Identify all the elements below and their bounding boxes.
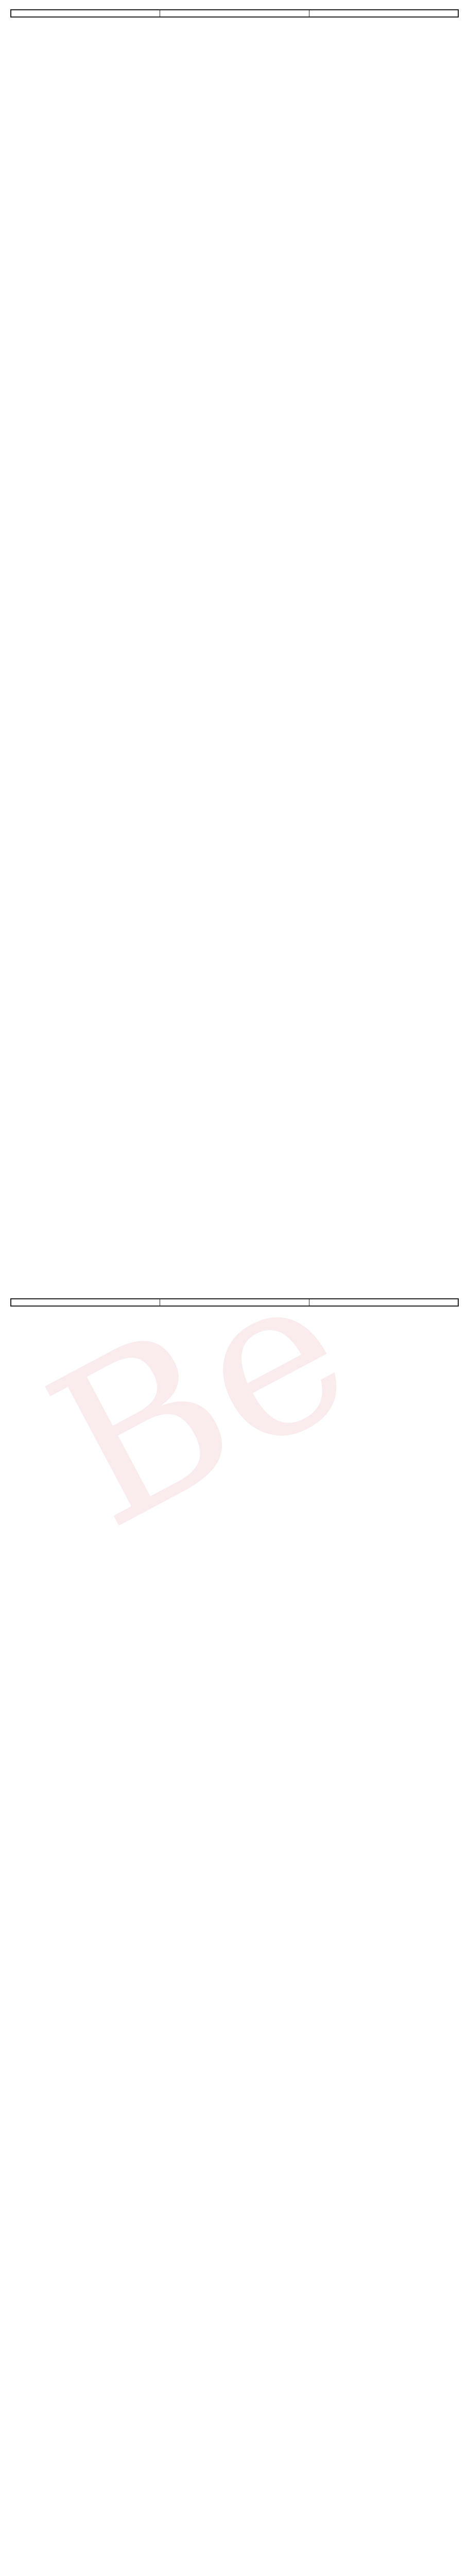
watermark-logo [14,1108,391,1829]
header-cell [11,10,160,16]
header-cell [160,1299,308,1306]
objective-header [10,9,459,18]
header-cell [309,10,458,16]
svg-text:Be: Be [14,1219,386,1577]
header-cell [11,1299,160,1306]
header-cell [309,1299,458,1306]
subjective-header [10,1298,459,1307]
header-cell [160,10,308,16]
